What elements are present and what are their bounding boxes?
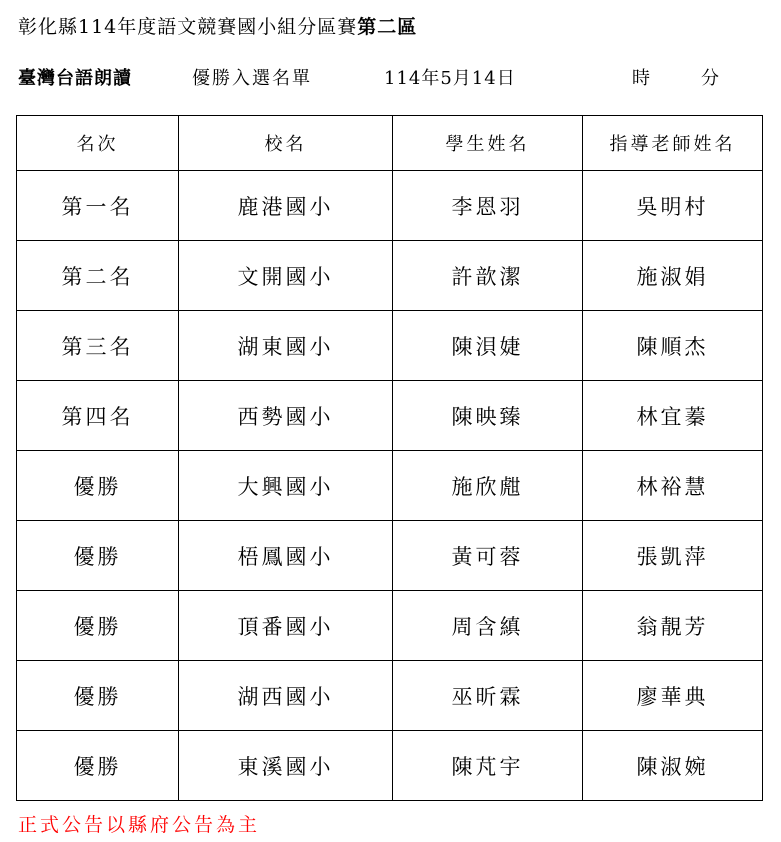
competition-category: 臺灣台語朗讀: [18, 68, 132, 89]
school-cell: 頂番國小: [179, 591, 393, 661]
student-cell: 陳浿婕: [393, 311, 583, 381]
school-cell: 東溪國小: [179, 731, 393, 801]
minute-label: 分: [701, 68, 719, 89]
rank-cell: 優勝: [17, 521, 179, 591]
student-cell: 巫昕霖: [393, 661, 583, 731]
teacher-cell: 陳淑婉: [583, 731, 763, 801]
list-label: 優勝入選名單: [192, 68, 312, 89]
rank-cell: 第四名: [17, 381, 179, 451]
table-row: [17, 451, 763, 521]
table-row: [17, 591, 763, 661]
column-header-school: 校名: [179, 116, 393, 171]
teacher-cell: 翁靚芳: [583, 591, 763, 661]
school-cell: 鹿港國小: [179, 171, 393, 241]
student-cell: 黃可蓉: [393, 521, 583, 591]
rank-cell: 優勝: [17, 731, 179, 801]
rank-cell: 第二名: [17, 241, 179, 311]
school-cell: 梧鳳國小: [179, 521, 393, 591]
table-row: [17, 661, 763, 731]
school-cell: 文開國小: [179, 241, 393, 311]
rank-cell: 優勝: [17, 591, 179, 661]
table-row: [17, 521, 763, 591]
school-cell: 大興國小: [179, 451, 393, 521]
document-title: [18, 12, 417, 39]
school-cell: 西勢國小: [179, 381, 393, 451]
rank-cell: 優勝: [17, 451, 179, 521]
teacher-cell: 吳明村: [583, 171, 763, 241]
column-header-student: 學生姓名: [393, 116, 583, 171]
student-cell: 陳映臻: [393, 381, 583, 451]
teacher-cell: 施淑娟: [583, 241, 763, 311]
table-row: [17, 311, 763, 381]
title-district: 第二區: [357, 16, 418, 38]
rank-cell: 第三名: [17, 311, 179, 381]
hour-label: 時: [632, 68, 650, 89]
teacher-cell: 林裕慧: [583, 451, 763, 521]
table-row: [17, 731, 763, 801]
student-cell: 陳芃宇: [393, 731, 583, 801]
table-row: [17, 241, 763, 311]
official-notice-note: 正式公告以縣府公告為主: [18, 814, 261, 836]
student-cell: 許歆潔: [393, 241, 583, 311]
teacher-cell: 廖華典: [583, 661, 763, 731]
table-header-row: [17, 116, 763, 171]
school-cell: 湖東國小: [179, 311, 393, 381]
student-cell: 周含縝: [393, 591, 583, 661]
column-header-rank: 名次: [17, 116, 179, 171]
school-cell: 湖西國小: [179, 661, 393, 731]
table-row: [17, 171, 763, 241]
rank-cell: 第一名: [17, 171, 179, 241]
announcement-date: 114年5月14日: [384, 68, 516, 89]
column-header-teacher: 指導老師姓名: [583, 116, 763, 171]
teacher-cell: 林宜蓁: [583, 381, 763, 451]
student-cell: 李恩羽: [393, 171, 583, 241]
table-row: [17, 381, 763, 451]
student-cell: 施欣甝: [393, 451, 583, 521]
teacher-cell: 陳順杰: [583, 311, 763, 381]
teacher-cell: 張凱萍: [583, 521, 763, 591]
rank-cell: 優勝: [17, 661, 179, 731]
title-main: 彰化縣114年度語文競賽國小組分區賽: [18, 16, 358, 38]
results-table: [16, 115, 763, 801]
